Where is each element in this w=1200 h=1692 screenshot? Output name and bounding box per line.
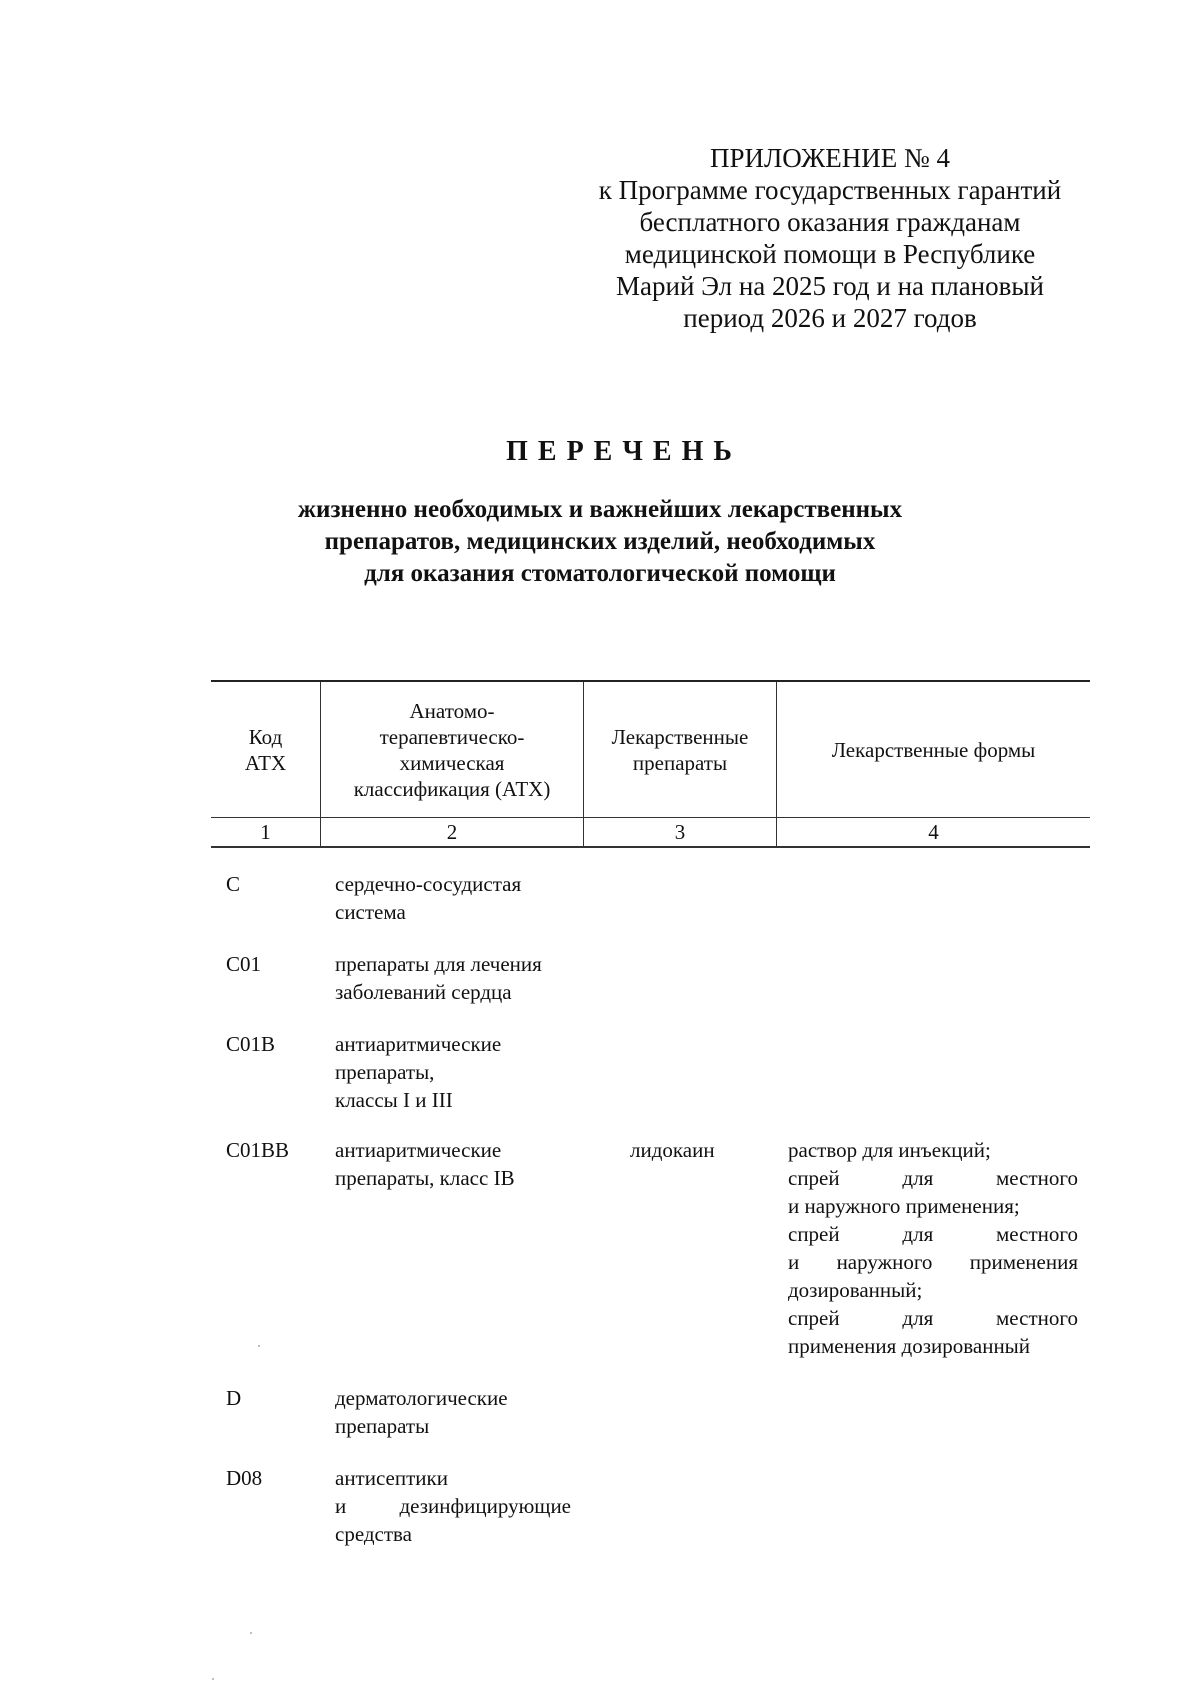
header-classification — [321, 682, 583, 817]
appendix-line: медицинской помощи в Республике — [624, 239, 1036, 269]
dosage-form-line: раствор для инъекций; — [788, 1138, 991, 1162]
subtitle-line: жизненно необходимых и важнейших лекарственных — [297, 496, 903, 523]
header-code-atx — [211, 682, 320, 817]
dosage-form-line: спрей для местного — [788, 1306, 1078, 1330]
scan-speck — [258, 1345, 260, 1347]
dosage-form-line: спрей для местного — [788, 1166, 1078, 1190]
classification-line: антисептики — [335, 1466, 448, 1490]
dosage-form-line: и наружного применения — [788, 1250, 1078, 1274]
atx-code: C01 — [226, 952, 262, 976]
dosage-form-line: спрей для местного — [788, 1222, 1078, 1246]
header-text: Анатомо- — [409, 698, 495, 723]
atx-code: D08 — [226, 1466, 263, 1490]
classification-line: препараты, класс IB — [335, 1166, 515, 1190]
scan-speck — [212, 1678, 214, 1680]
subtitle-line: препаратов, медицинских изделий, необходимых — [324, 528, 876, 555]
appendix-line: бесплатного оказания гражданам — [639, 207, 1021, 237]
appendix-line: ПРИЛОЖЕНИЕ № 4 — [709, 143, 951, 173]
header-text: препараты — [632, 750, 728, 775]
classification-line: препараты для лечения — [335, 952, 542, 976]
atx-code: C — [226, 872, 241, 896]
document-subtitle — [0, 494, 1200, 590]
column-number: 2 — [446, 820, 458, 844]
atx-code: C01B — [226, 1032, 276, 1056]
appendix-header — [560, 142, 1100, 334]
dosage-form-line: применения дозированный — [788, 1334, 1031, 1358]
atx-classification — [335, 1384, 580, 1440]
table-header — [211, 680, 1090, 848]
classification-line: дерматологические — [335, 1386, 508, 1410]
atx-classification — [335, 950, 580, 1006]
atx-classification — [335, 1136, 580, 1192]
scan-speck — [250, 1632, 252, 1634]
header-drugs — [584, 682, 776, 817]
header-text: классификация (АТХ) — [353, 776, 551, 801]
column-number: 4 — [928, 820, 939, 844]
classification-line: сердечно-сосудистая — [335, 872, 522, 896]
column-number: 3 — [674, 820, 686, 844]
column-number: 1 — [260, 820, 271, 844]
atx-classification — [335, 1030, 580, 1114]
classification-line: антиаритмические — [335, 1138, 502, 1162]
classification-line: система — [335, 900, 406, 924]
header-dosage-forms — [777, 682, 1090, 817]
dosage-form-line: дозированный; — [788, 1278, 923, 1302]
subtitle-line: для оказания стоматологической помощи — [364, 560, 836, 587]
header-bottom-rule — [211, 846, 1090, 848]
appendix-line: к Программе государственных гарантий — [598, 175, 1062, 205]
drug-name: лидокаин — [630, 1138, 715, 1162]
classification-line: препараты — [335, 1414, 430, 1438]
classification-line: заболеваний сердца — [335, 980, 512, 1004]
header-text: терапевтическо- — [379, 724, 525, 749]
document-title: ПЕРЕЧЕНЬ — [506, 436, 742, 467]
atx-code: C01BB — [226, 1138, 290, 1162]
atx-classification — [335, 1464, 580, 1548]
header-text: Код — [248, 724, 283, 749]
classification-line: препараты, — [335, 1060, 435, 1084]
header-text: Лекарственные формы — [831, 737, 1036, 762]
dosage-forms — [788, 1136, 1078, 1360]
atx-code: D — [226, 1386, 242, 1410]
header-text: химическая — [399, 750, 505, 775]
dosage-form-line: и наружного применения; — [788, 1194, 1020, 1218]
classification-line: и дезинфицирующие — [335, 1494, 571, 1518]
appendix-line: период 2026 и 2027 годов — [683, 303, 977, 333]
appendix-line: Марий Эл на 2025 год и на плановый — [616, 271, 1044, 301]
classification-line: классы I и III — [335, 1088, 453, 1112]
header-divider — [211, 817, 1090, 818]
classification-line: антиаритмические — [335, 1032, 502, 1056]
atx-classification — [335, 870, 580, 926]
header-text: Лекарственные — [611, 724, 749, 749]
header-text: АТХ — [244, 750, 287, 775]
classification-line: средства — [335, 1522, 413, 1546]
